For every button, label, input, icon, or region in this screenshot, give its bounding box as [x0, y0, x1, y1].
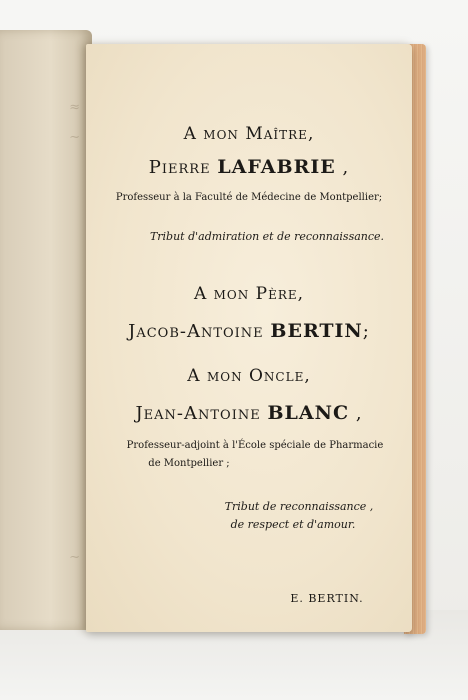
dedication-heading-maitre: A mon Maître, [183, 124, 315, 144]
dedication-title-blanc-line2: de Montpellier ; [148, 458, 230, 469]
dedication-name-bertin [86, 320, 412, 342]
name-punct: , [355, 403, 363, 424]
name-last: BERTIN [270, 320, 363, 342]
dedication-name-lafabrie [86, 156, 412, 178]
dedication-heading-oncle: A mon Oncle, [187, 366, 311, 386]
dedication-title-blanc-line1: Professeur-adjoint à l'École spéciale de Pharmacie [126, 440, 384, 451]
name-first: Jacob-Antoine [128, 321, 264, 342]
dedication-tribute-oncle-line2: de respect et d'amour. [230, 518, 356, 531]
name-first: Jean-Antoine [135, 403, 261, 424]
name-punct: , [342, 157, 350, 178]
dedication-heading-pere: A mon Père, [193, 284, 305, 304]
name-punct: ; [362, 321, 370, 342]
name-first: Pierre [148, 157, 211, 178]
dedication-tribute-oncle-line1: Tribut de reconnaissance , [224, 500, 374, 513]
dedication-title-lafabrie: Professeur à la Faculté de Médecine de Montpellier; [115, 192, 383, 203]
name-last: LAFABRIE [217, 156, 336, 178]
signature: E. BERTIN. [290, 592, 364, 605]
show-through-text: ≈ [69, 100, 80, 115]
show-through-text: ∼ [69, 130, 80, 145]
dedication-tribute-maitre: Tribut d'admiration et de reconnaissance. [149, 230, 385, 243]
dedication-page [86, 44, 412, 632]
dedication-name-blanc [86, 402, 412, 424]
show-through-text: ∼ [69, 550, 80, 565]
name-last: BLANC [267, 402, 350, 424]
left-page [0, 30, 92, 630]
